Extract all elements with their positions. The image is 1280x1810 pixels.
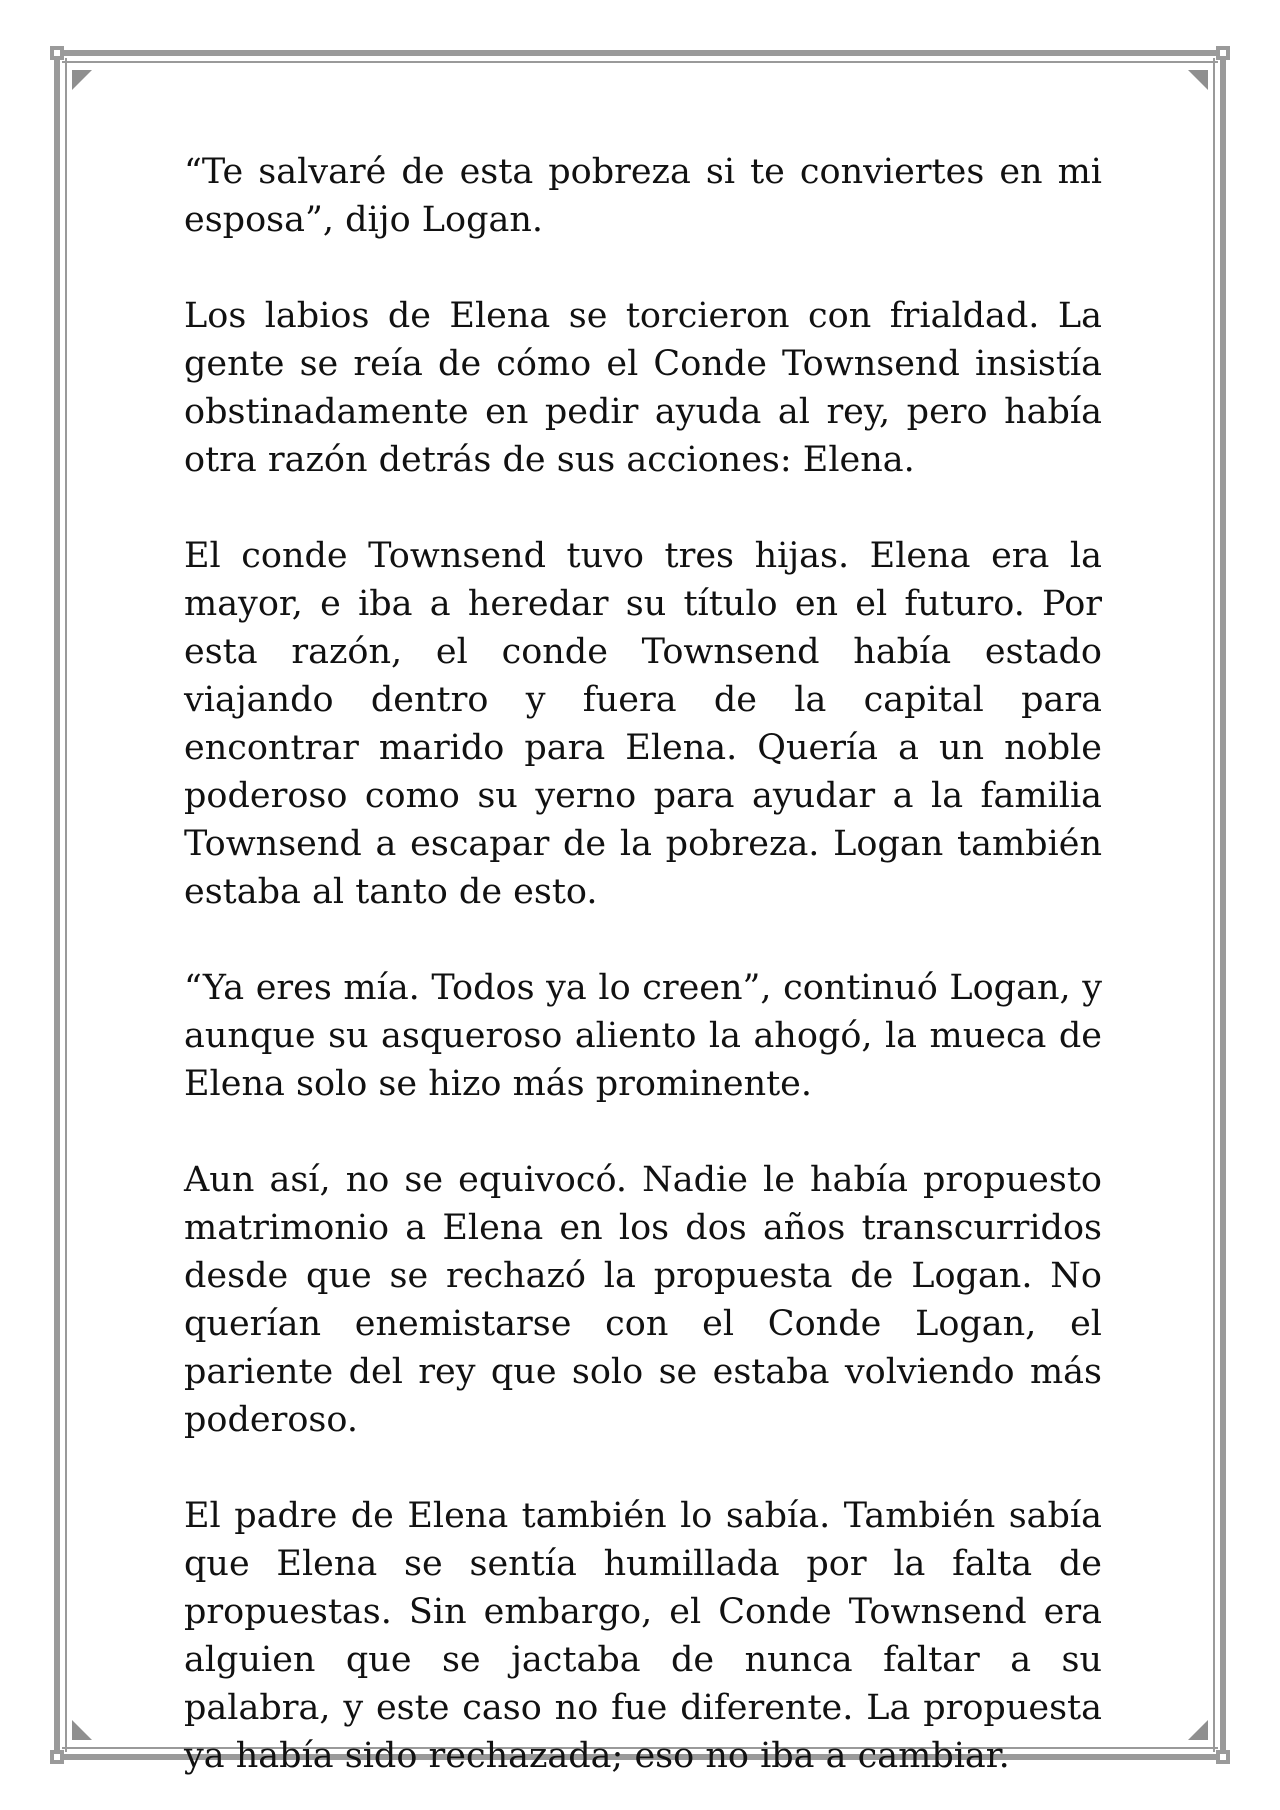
paragraph: “Te salvaré de esta pobreza si te conviertes en mi esposa”, dijo Logan.: [184, 152, 1102, 240]
paragraph: El conde Townsend tuvo tres hijas. Elena era la mayor, e iba a heredar su título en el futuro. Por esta razón, el conde Townsend había estado viajando dentro y fuera de la capital para encontrar marido para Elena. Quería a un noble poderoso como su yerno para ayudar a la familia Townsend a escapar de la pobreza. Logan también estaba al tanto de esto.: [184, 536, 1102, 912]
story-text: [184, 148, 1102, 1780]
paragraph: “Ya eres mía. Todos ya lo creen”, continuó Logan, y aunque su asqueroso aliento la ahogó, la mueca de Elena solo se hizo más prominente.: [184, 968, 1102, 1104]
paragraph: Los labios de Elena se torcieron con frialdad. La gente se reía de cómo el Conde Townsend insistía obstinadamente en pedir ayuda al rey, pero había otra razón detrás de sus acciones: Elena.: [184, 296, 1102, 480]
paragraph: Aun así, no se equivocó. Nadie le había propuesto matrimonio a Elena en los dos años transcurridos desde que se rechazó la propuesta de Logan. No querían enemistarse con el Conde Logan, el pariente del rey que solo se estaba volviendo más poderoso.: [184, 1160, 1102, 1440]
paragraph: El padre de Elena también lo sabía. También sabía que Elena se sentía humillada por la falta de propuestas. Sin embargo, el Conde Townsend era alguien que se jactaba de nunca faltar a su palabra, y este caso no fue diferente. La propuesta ya había sido rechazada; eso no iba a cambiar.: [184, 1496, 1102, 1776]
